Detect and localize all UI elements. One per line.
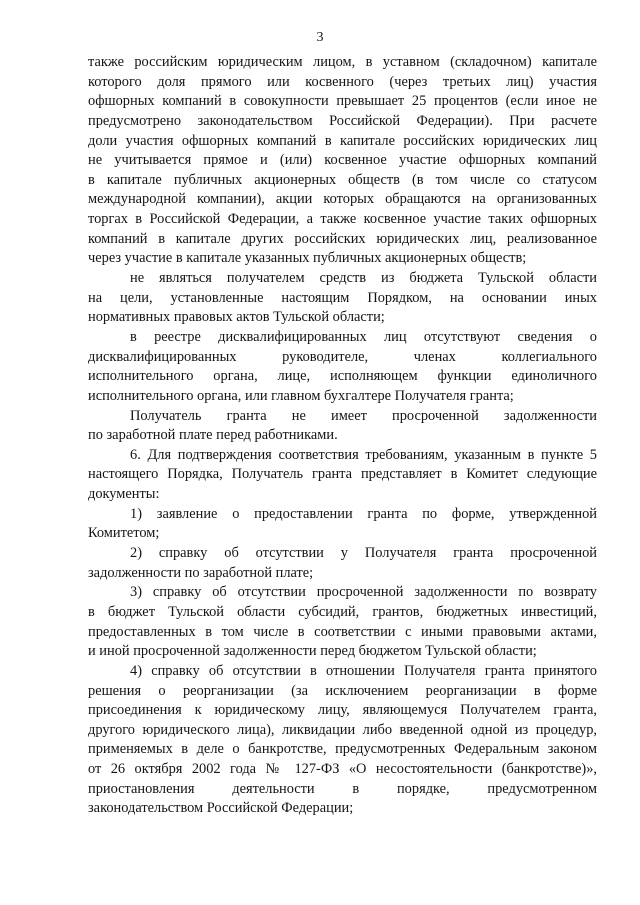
text-line: не учитывается прямое и (или) косвенное участие офшорных компаний — [88, 152, 597, 169]
text-line: от 26 октября 2002 года № 127-ФЗ «О несостоятельности (банкротстве)», — [88, 761, 597, 778]
text-line: другого юридического лица), ликвидации либо введенной одной из процедур, — [88, 721, 597, 738]
text-line: настоящего Порядка, Получатель гранта представляет в Комитет следующие — [88, 466, 597, 483]
text-line: 1) заявление о предоставлении гранта по форме, утвержденной — [130, 505, 597, 522]
text-line: в бюджет Тульской области субсидий, грантов, бюджетных инвестиций, — [88, 603, 597, 620]
text-line: 2) справку об отсутствии у Получателя гранта просроченной — [130, 545, 597, 562]
text-line: офшорных компаний в совокупности превышает 25 процентов (если иное не — [88, 93, 597, 110]
text-line: по заработной плате перед работниками. — [88, 427, 338, 444]
text-line: также российским юридическим лицом, в уставном (складочном) капитале — [88, 54, 597, 70]
text-line: законодательством Российской Федерации; — [88, 800, 354, 817]
text-line: не являться получателем средств из бюджета Тульской области — [130, 270, 597, 287]
text-line: предусмотрено законодательством Российской Федерации). При расчете — [88, 112, 597, 129]
text-line: Комитетом; — [88, 525, 160, 542]
text-line: в реестре дисквалифицированных лиц отсутствуют сведения о — [130, 328, 597, 345]
text-line: предоставленных в том числе в соответствии с иными правовыми актами, — [88, 623, 597, 640]
text-line: 3) справку об отсутствии просроченной задолженности по возврату — [130, 584, 597, 601]
text-line: исполнительного органа, или главном бухгалтере Получателя гранта; — [88, 387, 514, 404]
text-line: нормативных правовых актов Тульской области; — [88, 309, 385, 326]
text-line: на цели, установленные настоящим Порядком, на основании иных — [88, 289, 597, 306]
page-number: 3 — [316, 30, 324, 45]
text-line: доли участия офшорных компаний в капитале российских юридических лиц — [88, 132, 597, 149]
text-line: торгах в Российской Федерации, а также косвенное участие таких офшорных — [88, 211, 597, 228]
text-line: применяемых в деле о банкротстве, предусмотренных Федеральным законом — [88, 741, 597, 758]
text-line: международной компании), акции которых обращаются на организованных — [88, 191, 597, 208]
text-line: задолженности по заработной плате; — [88, 564, 314, 581]
text-line: компаний в капитале других российских юридических лиц, реализованное — [88, 230, 597, 247]
text-line: решения о реорганизации (за исключением реорганизации в форме — [88, 682, 597, 699]
text-line: которого доля прямого или косвенного (через третьих лиц) участия — [88, 73, 597, 90]
text-line: исполнительного органа, лице, исполняющем функции единоличного — [88, 368, 597, 385]
text-line: и иной просроченной задолженности перед бюджетом Тульской области; — [88, 643, 537, 660]
text-line: 6. Для подтверждения соответствия требованиям, указанным в пункте 5 — [130, 446, 597, 463]
text-line: присоединения к юридическому лицу, являющемуся Получателем гранта, — [88, 702, 597, 719]
text-line: Получатель гранта не имеет просроченной задолженности — [130, 407, 597, 424]
text-line: в капитале публичных акционерных обществ (в том числе со статусом — [88, 171, 597, 188]
document-body — [88, 53, 597, 819]
text-line: 4) справку об отсутствии в отношении Получателя гранта принятого — [130, 662, 597, 679]
text-line: через участие в капитале указанных публичных акционерных обществ; — [88, 250, 527, 267]
text-line: дисквалифицированных руководителе, членах коллегиального — [88, 348, 597, 365]
text-line: приостановления деятельности в порядке, предусмотренном — [88, 780, 597, 797]
text-line: документы: — [88, 486, 160, 503]
